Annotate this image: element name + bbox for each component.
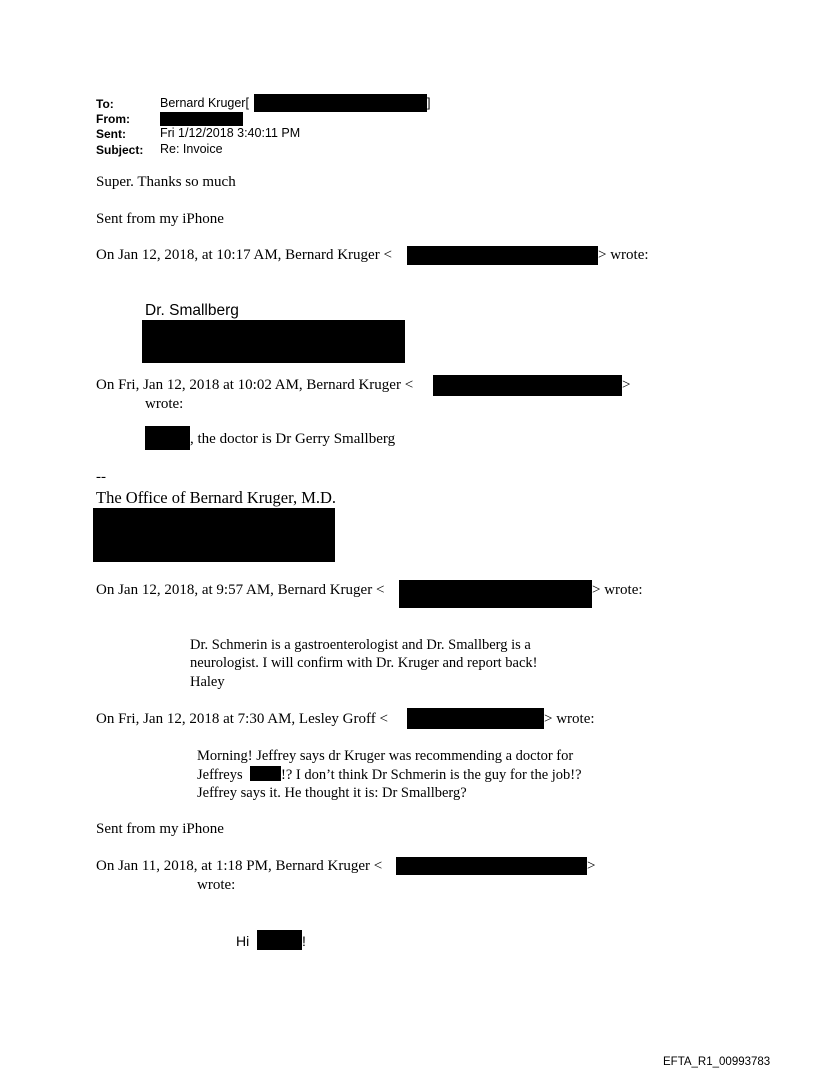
lesley-line-2b: !? I don’t think Dr Schmerin is the guy for the job!? <box>281 767 582 783</box>
redaction-term <box>250 766 281 781</box>
office-signature: The Office of Bernard Kruger, M.D. <box>96 488 337 507</box>
to-value: Bernard Kruger[ <box>160 96 249 110</box>
quote-header-2-wrote: wrote: <box>145 396 184 412</box>
signature-separator: -- <box>96 469 106 485</box>
reply-line: Super. Thanks so much <box>96 174 236 190</box>
subject-value: Re: Invoice <box>160 142 223 156</box>
redaction-email-4 <box>407 708 544 729</box>
quote-header-5-end: > <box>587 858 596 874</box>
quote-header-4-end: > wrote: <box>544 711 595 727</box>
redaction-email-5 <box>396 857 587 875</box>
redaction-name-1 <box>145 426 190 450</box>
redaction-email-2 <box>433 375 622 396</box>
smallberg-heading: Dr. Smallberg <box>145 302 239 319</box>
quote-header-3-end: > wrote: <box>592 582 643 598</box>
quote-header-5: On Jan 11, 2018, at 1:18 PM, Bernard Kruger < <box>96 858 383 874</box>
sent-value: Fri 1/12/2018 3:40:11 PM <box>160 126 301 140</box>
redaction-email-3 <box>399 580 592 608</box>
quote-header-4: On Fri, Jan 12, 2018 at 7:30 AM, Lesley Groff < <box>96 711 388 727</box>
doctor-line: , the doctor is Dr Gerry Smallberg <box>190 431 396 447</box>
lesley-line-1: Morning! Jeffrey says dr Kruger was recommending a doctor for <box>197 748 574 764</box>
redaction-to-email <box>254 94 427 112</box>
greeting-hi: Hi <box>236 933 250 949</box>
haley-line-2: neurologist. I will confirm with Dr. Kruger and report back! <box>190 655 538 671</box>
redaction-office-address <box>93 508 335 562</box>
redaction-email-1 <box>407 246 598 265</box>
quote-header-1: On Jan 12, 2018, at 10:17 AM, Bernard Kruger < <box>96 247 392 263</box>
lesley-line-3: Jeffrey says it. He thought it is: Dr Smallberg? <box>197 785 467 801</box>
quote-header-2: On Fri, Jan 12, 2018 at 10:02 AM, Bernard Kruger < <box>96 377 414 393</box>
haley-signoff: Haley <box>190 674 225 690</box>
redaction-contact-block-1 <box>142 320 405 363</box>
to-label: To: <box>96 97 114 111</box>
greeting-end: ! <box>302 933 306 949</box>
signature-iphone-1: Sent from my iPhone <box>96 211 224 227</box>
redaction-from <box>160 112 243 126</box>
quote-header-3: On Jan 12, 2018, at 9:57 AM, Bernard Kruger < <box>96 582 385 598</box>
quote-header-5-wrote: wrote: <box>197 877 236 893</box>
subject-label: Subject: <box>96 143 144 157</box>
signature-iphone-2: Sent from my iPhone <box>96 821 224 837</box>
sent-label: Sent: <box>96 127 126 141</box>
to-close-bracket: ] <box>427 96 431 110</box>
quote-header-2-end: > <box>622 377 631 393</box>
bates-number: EFTA_R1_00993783 <box>663 1056 771 1068</box>
haley-line-1: Dr. Schmerin is a gastroenterologist and Dr. Smallberg is a <box>190 637 531 653</box>
from-label: From: <box>96 112 130 126</box>
quote-header-1-end: > wrote: <box>598 247 649 263</box>
lesley-line-2a: Jeffreys <box>197 767 243 783</box>
redaction-name-2 <box>257 930 302 950</box>
